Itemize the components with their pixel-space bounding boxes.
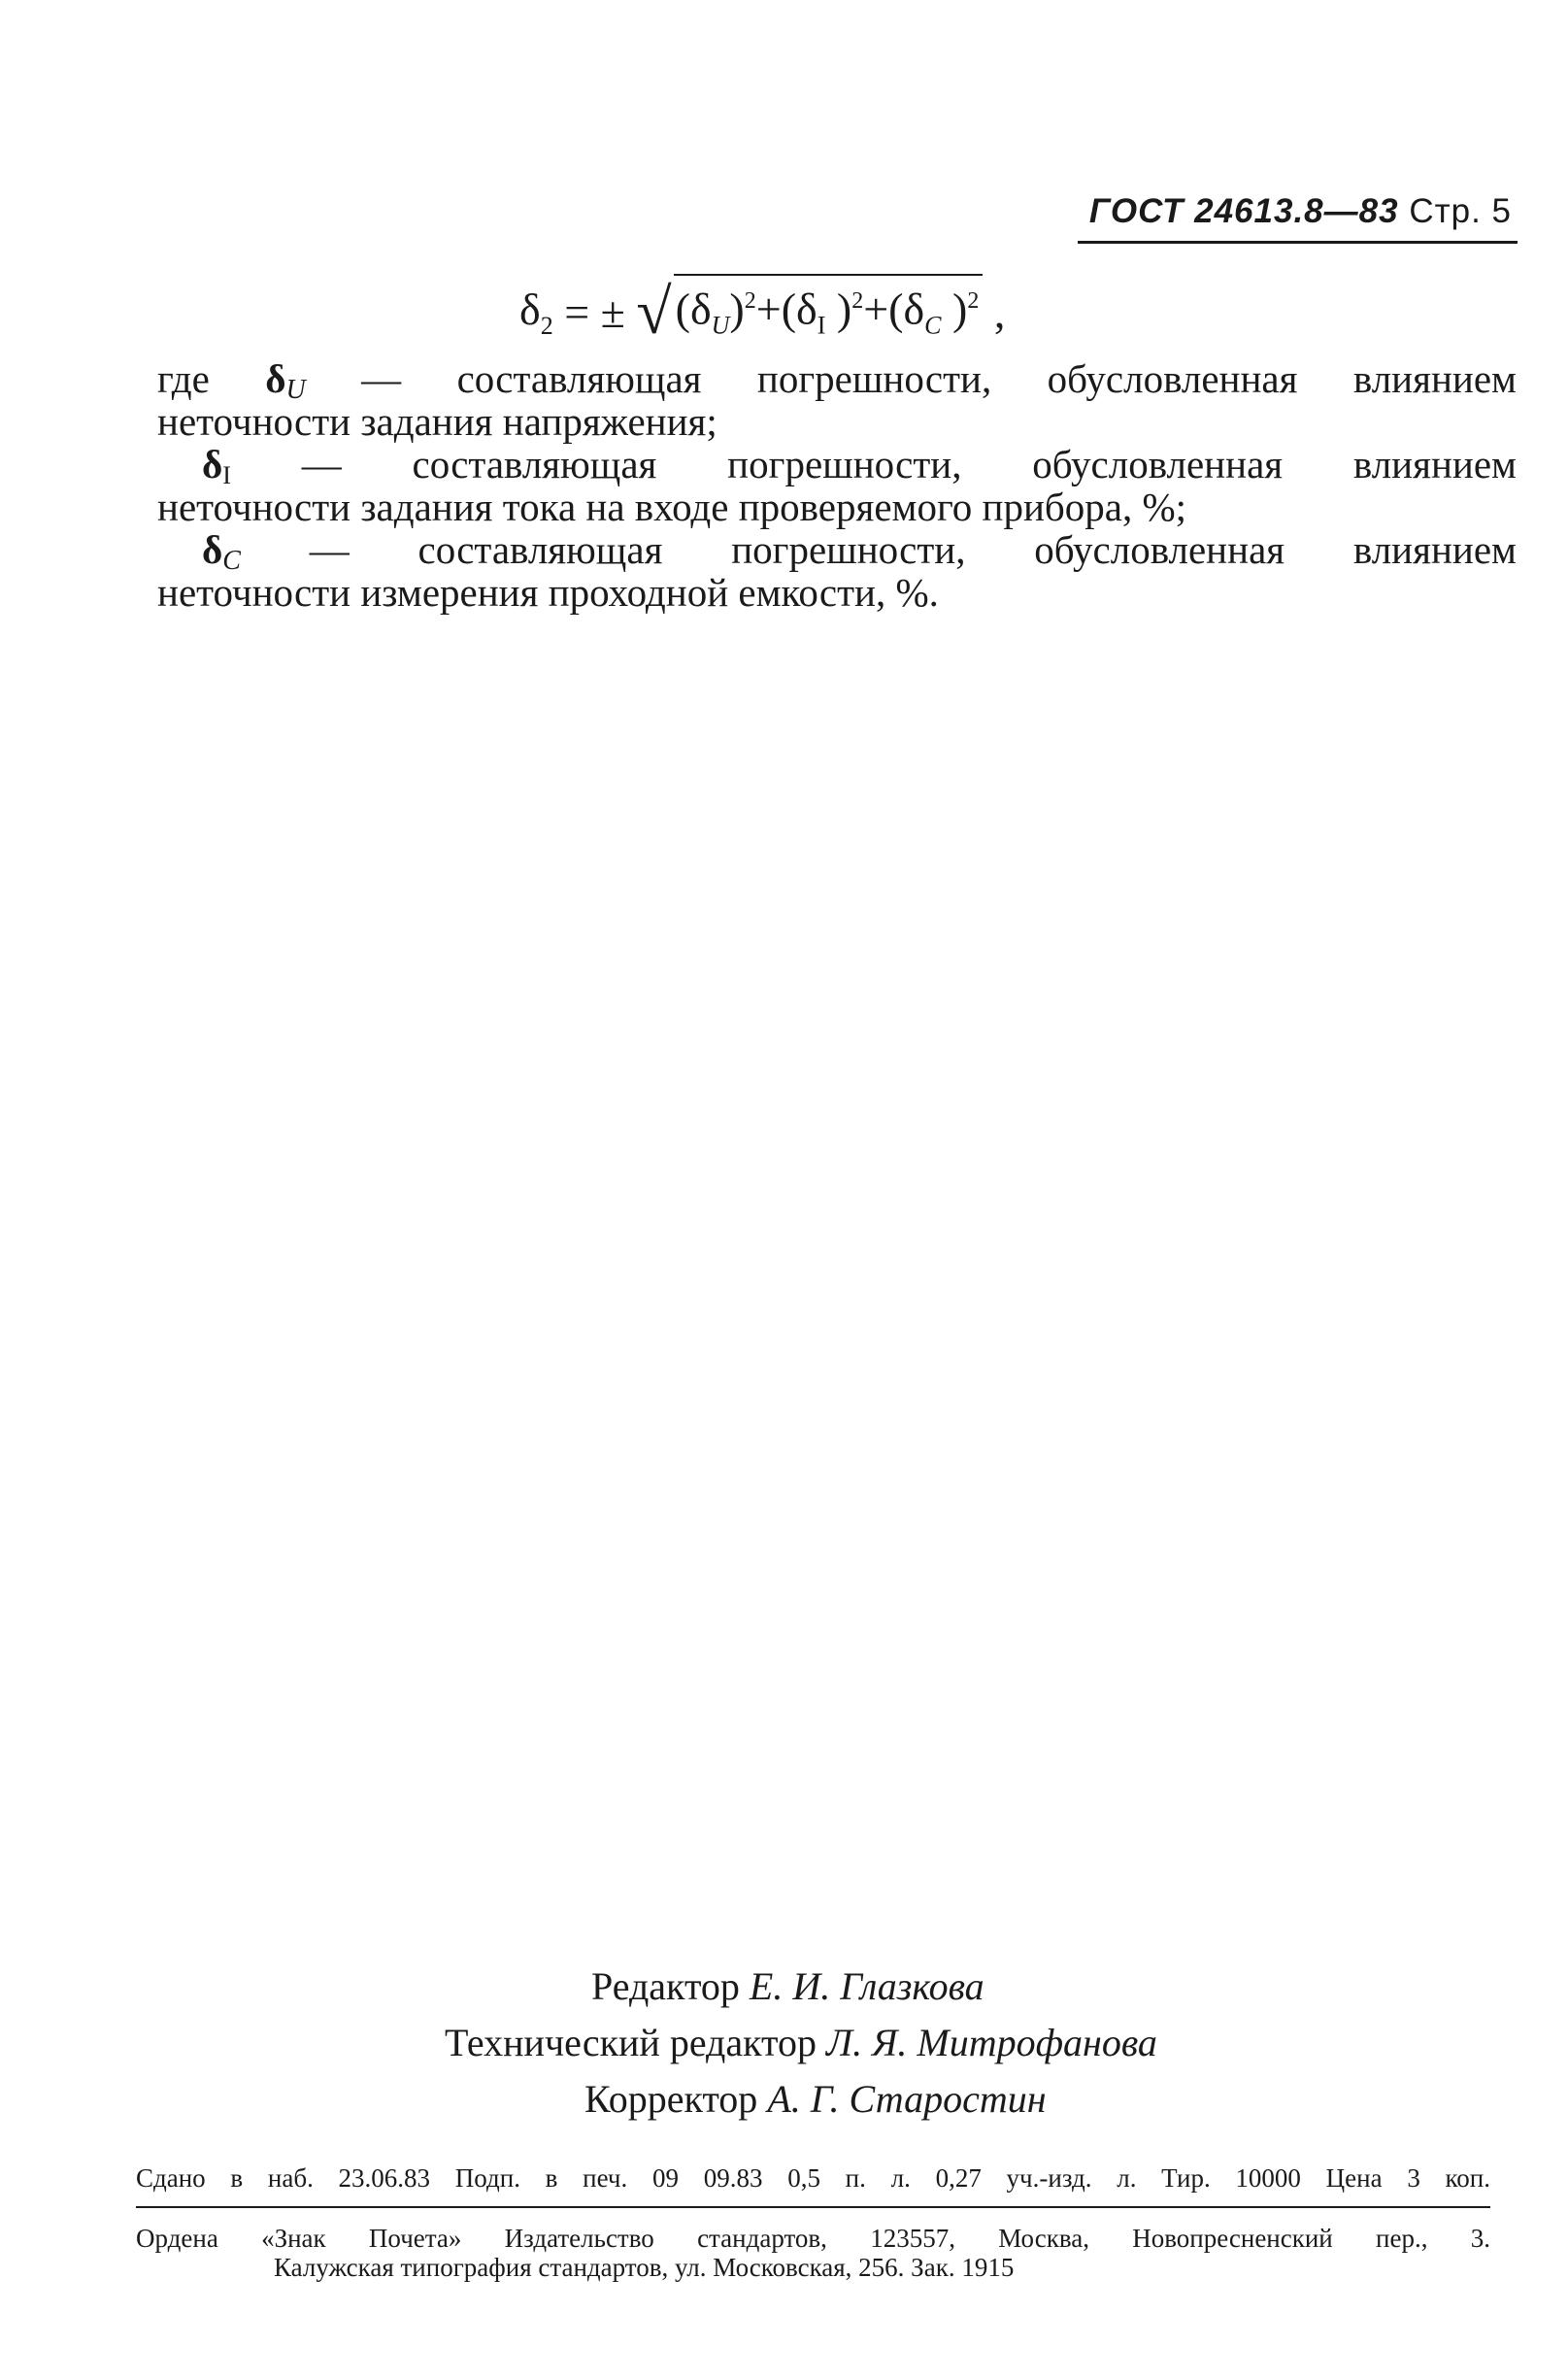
page-header [1089,192,1512,231]
page-number: Стр. 5 [1409,192,1512,230]
symbol-delta-u: δ [265,356,286,401]
definition-c-line2: неточности измерения проходной емкости, %. [157,570,939,615]
definition-u-line2: неточности задания напряжения; [157,399,717,444]
formula-lhs: $\delta_2$ [519,285,553,341]
imprint-line-1: Сдано в наб. 23.06.83 Подп. в печ. 09 09.83 0,5 п. л. 0,27 уч.-изд. л. Тир. 10000 Цена 3 коп. [136,2163,1490,2193]
symbol-delta-i: δ [202,442,223,486]
imprint-line-2: Ордена «Знак Почета» Издательство стандартов, 123557, Москва, Новопресненский пер., 3. [136,2224,1490,2253]
radicand: $(\delta_U)^2+(\delta_I$ )$^2+(\delta_C$ )$^2$ [674,274,984,352]
credit-technical-editor: Технический редактор Л. Я. Митрофанова [445,2021,1157,2064]
definition-c-line1: δC — составляющая погрешности, обусловленная влиянием [202,527,1517,576]
credit-editor: Редактор Е. И. Глазкова [591,1964,984,2008]
square-root [636,274,983,352]
definition-i-line2: неточности задания тока на входе проверяемого прибора, %; [157,485,1187,529]
formula-equals-pm: = ± [564,287,625,338]
symbol-delta-c: δ [202,527,223,572]
error-formula [519,274,1006,348]
credit-corrector: Корректор А. Г. Старостин [584,2077,1047,2121]
sqrt-sign-icon: √ [636,276,672,348]
definition-i-line1: δI — составляющая погрешности, обусловленная влиянием [202,442,1517,489]
header-rule [1078,241,1518,244]
formula-comma: , [993,287,1006,338]
imprint-line-3: Калужская типография стандартов, ул. Московская, 256. Зак. 1915 [274,2253,1015,2282]
standard-number: ГОСТ 24613.8—83 [1088,192,1399,230]
definition-u-line1: где δU — составляющая погрешности, обусловленная влиянием [157,356,1517,405]
imprint-rule [136,2206,1490,2208]
